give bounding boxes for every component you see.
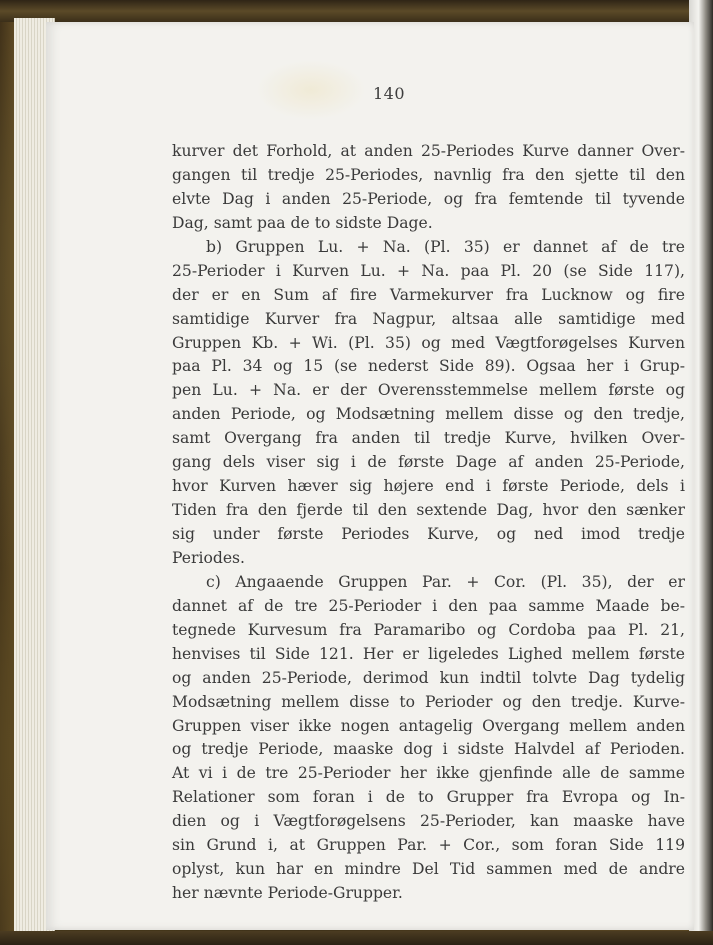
text-line: c) Angaaende Gruppen Par. + Cor. (Pl. 35), der er [206,572,685,591]
book-cover-top-edge [0,0,713,22]
text-line: Modsætning mellem disse to Perioder og den tredje. Kurve- [172,692,685,711]
text-line: her nævnte Periode-Grupper. [172,884,403,903]
text-line: 25-Perioder i Kurven Lu. + Na. paa Pl. 20 (se Side 117), [172,261,685,280]
text-line: pen Lu. + Na. er der Overensstemmelse mellem første og [172,381,685,400]
text-line: og anden 25-Periode, derimod kun indtil tolvte Dag tydelig [172,668,685,687]
text-line: hvor Kurven hæver sig højere end i første Periode, dels i [172,477,685,496]
text-line: dannet af de tre 25-Perioder i den paa samme Maade be- [172,596,685,615]
text-line: tegnede Kurvesum fra Paramaribo og Cordoba paa Pl. 21, [172,620,685,639]
text-line: anden Periode, og Modsætning mellem disse og den tredje, [172,405,685,424]
text-line: Periodes. [172,548,246,567]
book-page [46,22,694,930]
text-line: henvises til Side 121. Her er ligeledes Lighed mellem første [172,644,685,663]
text-line: samtidige Kurver fra Nagpur, altsaa alle samtidige med [172,309,685,328]
text-line: elvte Dag i anden 25-Periode, og fra femtende til tyvende [172,189,685,208]
page-number: 140 [372,84,406,103]
text-line: gangen til tredje 25-Periodes, navnlig fra den sjette til den [172,165,685,184]
text-line: Gruppen Kb. + Wi. (Pl. 35) og med Vægtforøgelses Kurven [172,333,685,352]
book-cover-bottom-edge [0,931,713,945]
text-line: samt Overgang fra anden til tredje Kurve, hvilken Over- [172,429,685,448]
text-line: sig under første Periodes Kurve, og ned imod tredje [172,525,685,543]
text-line: kurver det Forhold, at anden 25-Periodes Kurve danner Over- [172,142,685,160]
text-line: At vi i de tre 25-Perioder her ikke gjenfinde alle de samme [172,764,685,783]
text-line: og tredje Periode, maaske dog i sidste Halvdel af Perioden. [172,740,685,759]
text-line: gang dels viser sig i de første Dage af anden 25-Periode, [172,453,685,472]
text-line: paa Pl. 34 og 15 (se nederst Side 89). Ogsaa her i Grup- [172,357,685,376]
text-line: Tiden fra den fjerde til den sextende Dag, hvor den sænker [172,501,685,520]
text-line: sin Grund i, at Gruppen Par. + Cor., som foran Side 119 [172,836,685,855]
text-line: dien og i Vægtforøgelsens 25-Perioder, kan maaske have [172,812,685,831]
text-line: b) Gruppen Lu. + Na. (Pl. 35) er dannet af de tre [206,237,685,256]
text-line: Dag, samt paa de to sidste Dage. [172,213,433,232]
text-line: Gruppen viser ikke nogen antagelig Overgang mellem anden [172,716,685,735]
text-line: oplyst, kun har en mindre Del Tid sammen med de andre [172,860,685,879]
text-line: der er en Sum af fire Varmekurver fra Lucknow og fire [172,285,685,304]
body-text [172,140,685,906]
text-line: Relationer som foran i de to Grupper fra Evropa og In- [172,788,685,807]
